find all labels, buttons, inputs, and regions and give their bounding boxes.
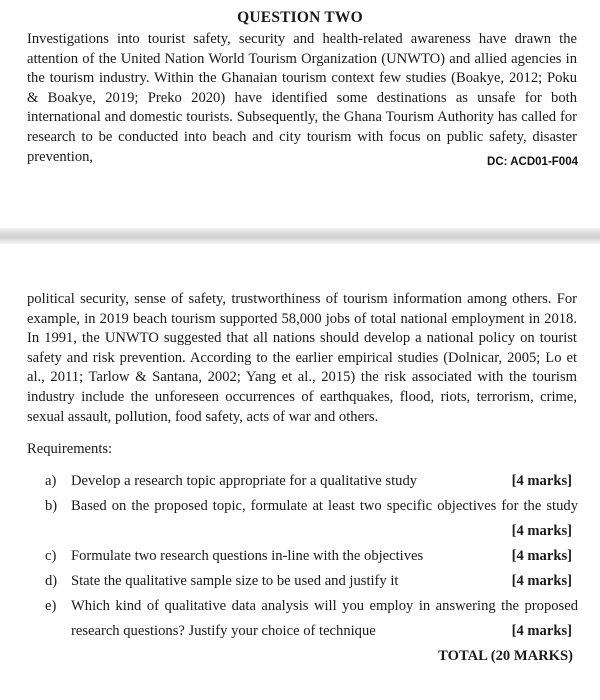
requirement-text: Formulate two research questions in-line with the objectives [71,548,424,564]
requirement-text-continued: research questions? Justify your choice of technique [71,623,376,639]
requirement-text: State the qualitative sample size to be used and justify it [71,573,399,589]
requirement-marks: [4 marks] [511,623,572,639]
page-section-upper [0,0,600,228]
requirement-marks: [4 marks] [511,523,572,539]
requirement-marks: [4 marks] [511,573,572,589]
page-break-divider [0,228,600,244]
requirement-e [45,594,580,644]
requirement-c [45,544,580,569]
document-code: DC: ACD01-F004 [487,156,578,168]
intro-paragraph: Investigations into tourist safety, security and health-related awareness have drawn the attention of the United Nation World Tourism Organization (UNWTO) and allied agencies in the tourism industry. Within the Ghanaian tourism context few studies (Boakye, 2012; Poku & Boakye, 2019; Preko 2020) have identified some destinations as unsafe for both international and domestic tourists. Subsequently, the Ghana Tourism Authority has called for research to be conducted into beach and city tourism with focus on public safety, disaster prevention, [27,31,577,165]
requirements-list [45,469,580,644]
requirement-a [45,469,580,494]
requirement-marks: [4 marks] [511,548,572,564]
requirement-d [45,569,580,594]
continuation-paragraph: political security, sense of safety, trustworthiness of tourism information among others. For example, in 2019 beach tourism supported 58,000 jobs of total national employment in 2018. In 1991, the UNWTO suggested that all nations should develop a national policy on tourist safety and risk prevention. According to the earlier empirical studies (Dolnicar, 2005; Lo et al., 2011; Tarlow & Santana, 2002; Yang et al., 2015) the risk associated with the tourism industry include the unforeseen occurrences of earthquakes, flood, riots, terrorism, crime, sexual assault, pollution, food safety, acts of war and others. [27,291,577,425]
requirement-marks: [4 marks] [511,473,572,489]
requirement-letter: a) [45,473,57,489]
requirement-text: Based on the proposed topic, formulate at least two specific objectives for the study [71,498,578,514]
requirement-text: Develop a research topic appropriate for a qualitative study [71,473,418,489]
requirement-letter: e) [45,598,57,614]
requirement-letter: c) [45,548,57,564]
requirement-letter: d) [45,573,58,589]
requirements-label: Requirements: [27,441,113,457]
requirement-text: Which kind of qualitative data analysis will you employ in answering the proposed [71,598,578,614]
question-heading: QUESTION TWO [237,9,363,26]
requirement-letter: b) [45,498,58,514]
requirement-b [45,494,580,544]
total-marks: TOTAL (20 MARKS) [438,648,573,664]
